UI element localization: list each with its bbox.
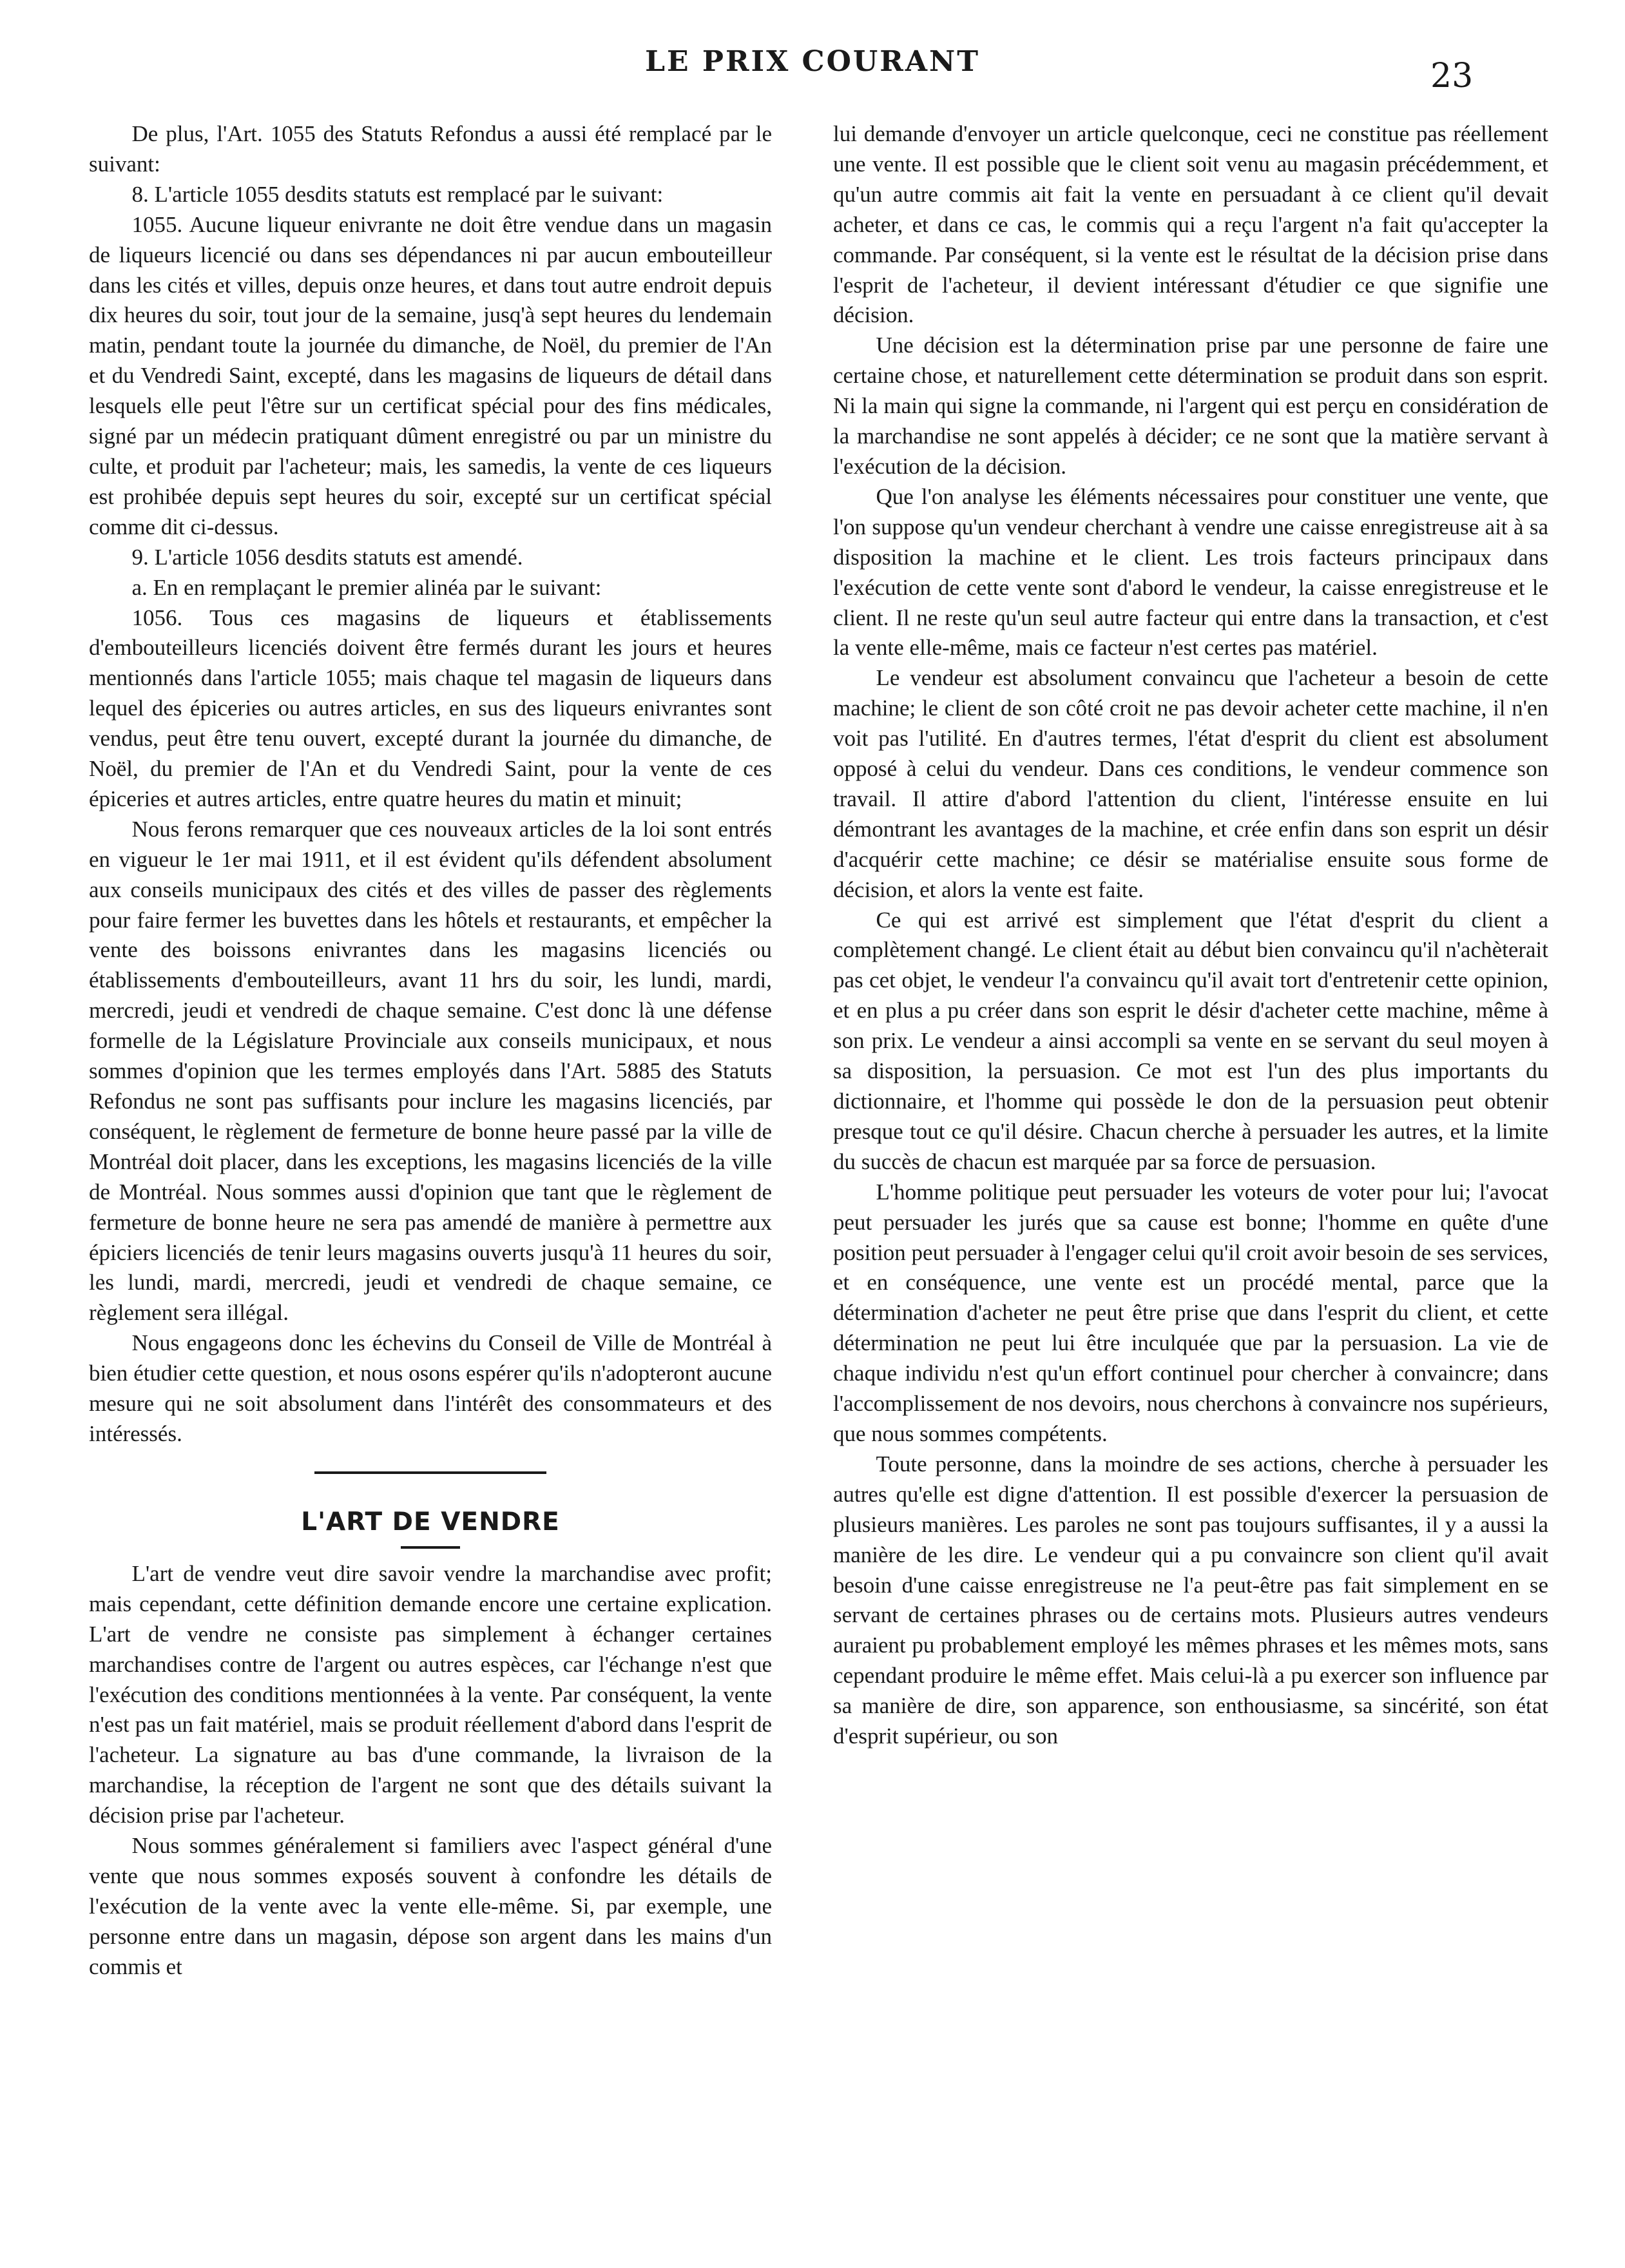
heading-underline xyxy=(401,1546,460,1549)
section-heading: L'ART DE VENDRE xyxy=(301,1507,560,1536)
paragraph: L'art de vendre veut dire savoir vendre la marchandise avec profit; mais cependant, cette définition demande encore une certaine explication. L'art de vendre ne consiste pas simplement à échanger certaines marchandises contre de l'argent ou autres espèces, car l'échange n'est que l'exécution des conditions mentionnées à la vente. Par conséquent, la vente n'est pas un fait matériel, mais se produit réellement d'abord dans l'esprit de l'acheteur. La signature au bas d'une commande, la livraison de la marchandise, la réception de l'argent ne sont que des détails suivant la décision prise par l'acheteur. xyxy=(89,1560,772,1828)
right-column xyxy=(833,119,1548,1752)
paragraph: Le vendeur est absolument convaincu que l'acheteur a besoin de cette machine; le client de son côté croit ne pas devoir acheter cette machine, il n'en voit pas l'utilité. En d'autres termes, l'état d'esprit du client est absolument opposé à celui du vendeur. Dans ces conditions, le vendeur commence son travail. Il attire d'abord l'attention du client, l'intéresse ensuite en lui démontrant les avantages de la machine, et crée enfin dans son esprit un désir d'acquérir cette machine; ce désir se matérialise ensuite sous forme de décision, et alors la vente est faite. xyxy=(833,665,1548,902)
paragraph: Nous sommes généralement si familiers avec l'aspect général d'une vente que nous sommes exposés souvent à confondre les détails de l'exécution de la vente avec la vente elle-même. Si, par exemple, une personne entre dans un magasin, dépose son argent dans les mains d'un commis et xyxy=(89,1833,772,1979)
paragraph: Toute personne, dans la moindre de ses actions, cherche à persuader les autres qu'elle est digne d'attention. Il est possible d'exercer la persuasion de plusieurs manières. Les paroles ne sont pas toujours suffisantes, il y a aussi la manière de les dire. Le vendeur qui a pu convaincre son client qu'il avait besoin d'une caisse enregistreuse ne l'a peut-être pas fait simplement en se servant de certaines phrases ou de certains mots. Plusieurs autres vendeurs auraient pu probablement employé les mêmes phrases et les mêmes mots, sans cependant produire le même effet. Mais celui-là a pu exercer son influence par sa manière de dire, son apparence, son enthousiasme, sa sincérité, son état d'esprit supérieur, ou son xyxy=(833,1451,1548,1749)
paragraph: De plus, l'Art. 1055 des Statuts Refondus a aussi été remplacé par le suivant: xyxy=(89,121,772,177)
paragraph: Une décision est la détermination prise par une personne de faire une certaine chose, et naturellement cette détermination se produit dans son esprit. Ni la main qui signe la commande, ni l'argent qui est perçu en considération de la marchandise ne sont appelés à décider; ce ne sont que la matière servant à l'exécution de la décision. xyxy=(833,333,1548,479)
paragraph: 1056. Tous ces magasins de liqueurs et établissements d'embouteilleurs licenciés doivent être fermés durant les jours et heures mentionnés dans l'article 1055; mais chaque tel magasin de liqueurs dans lequel des épiceries ou autres articles, en sus des liqueurs enivrantes sont vendus, peut être tenu ouvert, excepté durant la journée du dimanche, de Noël, du premier de l'An et du Vendredi Saint, pour la vente de ces épiceries et autres articles, entre quatre heures du matin et minuit; xyxy=(89,605,772,811)
left-column xyxy=(89,119,772,1982)
paragraph: lui demande d'envoyer un article quelconque, ceci ne constitue pas réellement une vente. Il est possible que le client soit venu au magasin précédemment, et qu'un autre commis ait fait la vente en persuadant à ce client qu'il devait acheter, et dans ce cas, le commis qui a reçu l'argent n'a fait qu'accepter la commande. Par conséquent, si la vente est le résultat de la décision prise dans l'esprit de l'acheteur, il devient intéressant d'étudier ce que signifie une décision. xyxy=(833,121,1548,328)
page-number: 23 xyxy=(1430,57,1474,95)
paragraph: 8. L'article 1055 desdits statuts est remplacé par le suivant: xyxy=(131,181,664,207)
page-header-title: LE PRIX COURANT xyxy=(645,45,980,78)
paragraph: a. En en remplaçant le premier alinéa par le suivant: xyxy=(131,574,602,600)
paragraph: 9. L'article 1056 desdits statuts est amendé. xyxy=(131,544,523,570)
paragraph: L'homme politique peut persuader les voteurs de voter pour lui; l'avocat peut persuader les jurés que sa cause est bonne; l'homme en quête d'une position peut persuader à l'engager celui qu'il croit avoir besoin de ses services, et en conséquence, une vente est un procédé mental, parce que la détermination d'acheter ne peut être prise que dans l'esprit du client, et cette détermination ne peut lui être inculquée que par la persuasion. La vie de chaque individu n'est qu'un effort continuel pour chercher à convaincre; dans l'accomplissement de nos devoirs, nous cherchons à convaincre nos supérieurs, que nous sommes compétents. xyxy=(833,1179,1548,1446)
paragraph: Nous engageons donc les échevins du Conseil de Ville de Montréal à bien étudier cette question, et nous osons espérer qu'ils n'adopteront aucune mesure qui ne soit absolument dans l'intérêt des consommateurs et des intéressés. xyxy=(89,1330,772,1446)
paragraph: Nous ferons remarquer que ces nouveaux articles de la loi sont entrés en vigueur le 1er mai 1911, et il est évident qu'ils défendent absolument aux conseils municipaux des cités et des villes de passer des règlements pour faire fermer les buvettes dans les hôtels et restaurants, et empêcher la vente des boissons enivrantes dans les magasins licenciés ou établissements d'embouteilleurs, avant 11 hrs du soir, les lundi, mardi, mercredi, jeudi et vendredi de chaque semaine. C'est donc là une défense formelle de la Législature Provinciale aux conseils municipaux, et nous sommes d'opinion que les termes employés dans l'Art. 5885 des Statuts Refondus ne sont pas suffisants pour inclure les magasins licenciés, par conséquent, le règlement de fermeture de bonne heure passé par la ville de Montréal doit placer, dans les exceptions, les magasins licenciés de la ville de Montréal. Nous sommes aussi d'opinion que tant que le règlement de fermeture de bonne heure ne sera pas amendé de manière à permettre aux épiciers licenciés de tenir leurs magasins ouverts jusqu'à 11 heures du soir, les lundi, mardi, mercredi, jeudi et vendredi de chaque semaine, ce règlement sera illégal. xyxy=(89,816,772,1326)
paragraph: 1055. Aucune liqueur enivrante ne doit être vendue dans un magasin de liqueurs licencié ou dans ses dépendances ni par aucun embouteilleur dans les cités et villes, depuis onze heures, et dans tout autre endroit depuis dix heures du soir, tout jour de la semaine, jusq'à sept heures du lendemain matin, pendant toute la journée du dimanche, de Noël, du premier de l'An et du Vendredi Saint, excepté, dans les magasins de liqueurs de détail dans lesquels elle peut l'être sur un certificat spécial pour des fins médicales, signé par un médecin pratiquant dûment enregistré ou par un ministre du culte, et produit par l'acheteur; mais, les samedis, la vente de ces liqueurs est prohibée depuis sept heures du soir, excepté sur un certificat spécial comme dit ci-dessus. xyxy=(89,211,772,539)
section-divider xyxy=(314,1471,546,1474)
paragraph: Ce qui est arrivé est simplement que l'état d'esprit du client a complètement changé. Le client était au début bien convaincu qu'il n'achèterait pas cet objet, le vendeur l'a convaincu qu'il avait tort d'entretenir cette opinion, et en plus a pu créer dans son esprit le désir d'acheter cette machine, même à son prix. Le vendeur a ainsi accompli sa vente en se servant du seul moyen à sa disposition, la persuasion. Ce mot est l'un des plus importants du dictionnaire, et l'homme qui possède le don de la persuasion peut obtenir presque tout ce qu'il désire. Chacun cherche à persuader les autres, et la limite du succès de chacun est marquée par sa force de persuasion. xyxy=(833,907,1548,1174)
paragraph: Que l'on analyse les éléments nécessaires pour constituer une vente, que l'on suppose qu'un vendeur cherchant à vendre une caisse enregistreuse ait à sa disposition la machine et le client. Les trois facteurs principaux dans l'exécution de cette vente sont d'abord le vendeur, la caisse enregistreuse et le client. Il ne reste qu'un seul autre facteur qui entre dans la transaction, et c'est la vente elle-même, mais ce facteur n'est certes pas matériel. xyxy=(833,483,1548,661)
